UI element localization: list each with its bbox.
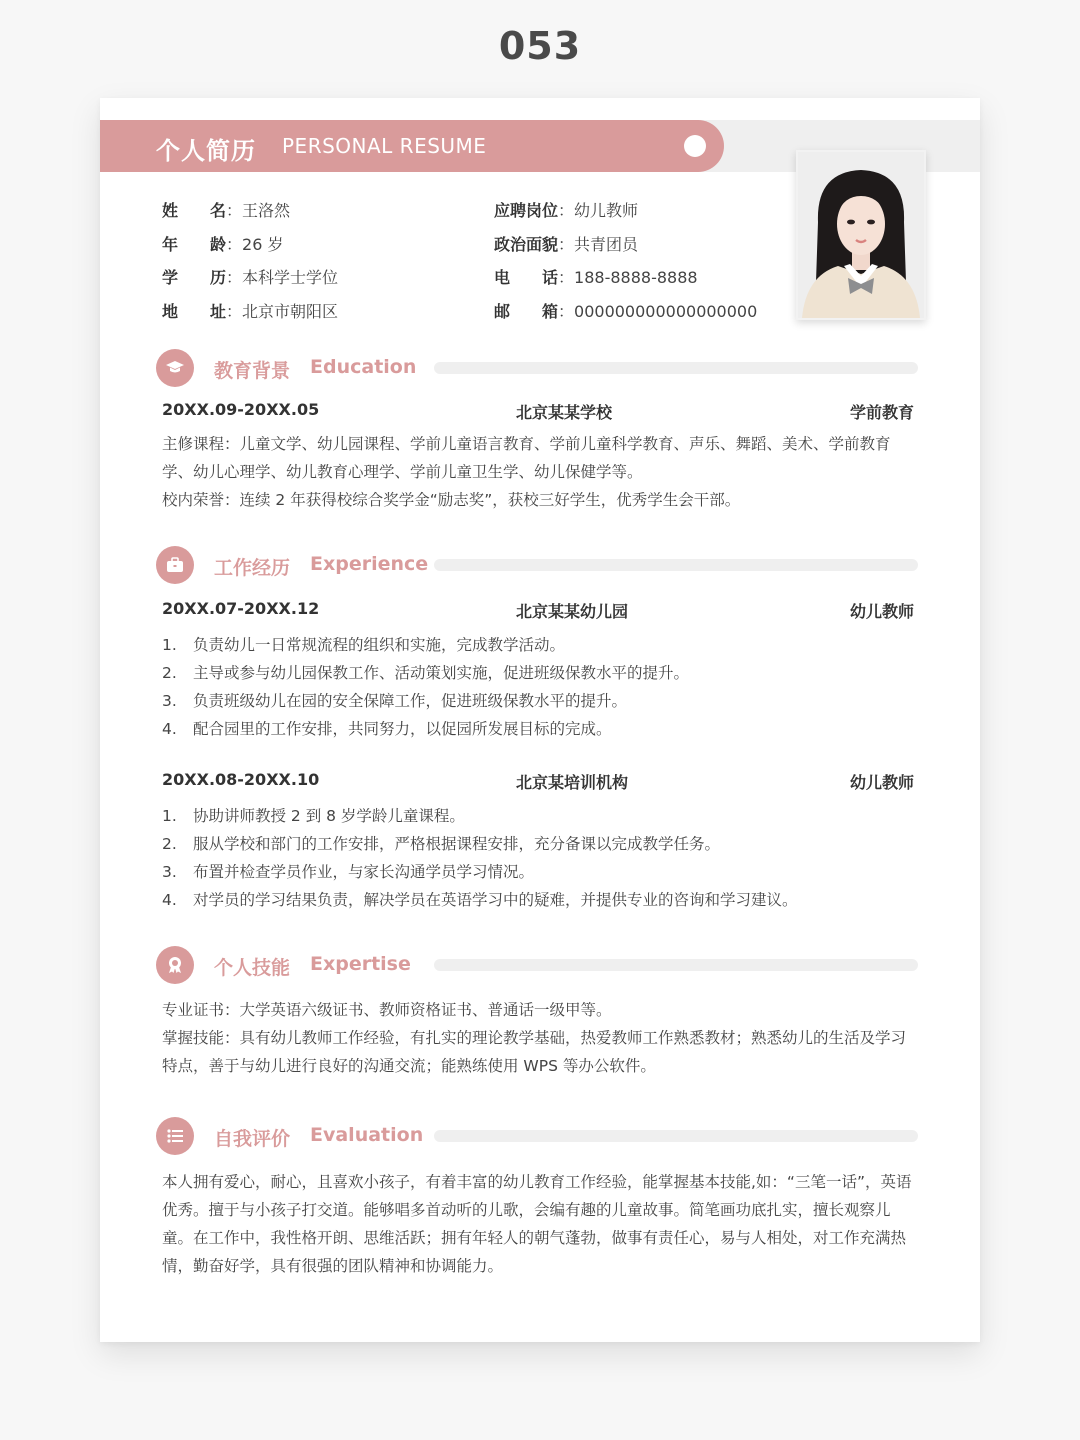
education-major: 学前教育 [849,403,914,422]
job-header-row [162,770,914,792]
info-position: 应聘岗位：幼儿教师 [494,198,638,221]
info-value: 000000000000000000 [574,302,758,321]
info-degree: 学 历：本科学士学位 [162,265,338,288]
info-label: 学 历 [162,268,227,287]
education-title: 教育背景 [214,360,291,382]
info-label: 邮 箱 [494,302,559,321]
education-honors: 校内荣誉：连续 2 年获得校综合奖学金“励志奖”，获校三好学生，优秀学生会干部。 [162,491,741,509]
list-icon [156,1117,194,1155]
job-role: 幼儿教师 [849,602,914,621]
section-divider [434,559,918,571]
info-value: 北京市朝阳区 [242,302,339,321]
skills-title-en: Expertise [310,953,411,975]
info-label: 年 龄 [162,235,227,254]
info-age: 年 龄：26 岁 [162,232,283,255]
education-school: 北京某某学校 [516,403,613,422]
info-label: 姓 名 [162,201,227,220]
skills-certificates: 专业证书：大学英语六级证书、教师资格证书、普通话一级甲等。 [162,1001,612,1019]
education-period: 20XX.09-20XX.05 [162,400,320,419]
resume-title: 个人简历 [156,137,256,165]
info-email: 邮 箱：000000000000000000 [494,299,757,322]
info-value: 共青团员 [574,235,639,254]
evaluation-title-en: Evaluation [310,1124,424,1146]
briefcase-icon [156,546,194,584]
resume-subtitle: PERSONAL RESUME [282,134,487,158]
profile-photo [796,150,926,320]
section-divider [434,1130,918,1142]
job-org: 北京某培训机构 [516,773,629,792]
info-phone: 电 话：188-8888-8888 [494,265,698,288]
graduation-cap-icon [156,349,194,387]
info-value: 幼儿教师 [574,201,639,220]
list-item: 2. 主导或参与幼儿园保教工作、活动策划实施，促进班级保教水平的提升。 [162,664,690,682]
job-role: 幼儿教师 [849,773,914,792]
evaluation-title: 自我评价 [214,1128,291,1150]
info-value: 188-8888-8888 [574,268,698,287]
skills-title: 个人技能 [214,957,291,979]
job-org: 北京某某幼儿园 [516,602,629,621]
info-address: 地 址：北京市朝阳区 [162,299,338,322]
evaluation-text: 本人拥有爱心，耐心，且喜欢小孩子，有着丰富的幼儿教育工作经验，能掌握基本技能,如：“三笔一话”，英语优秀。擅于与小孩子打交道。能够唱多首动听的儿歌，会编有趣的儿童故事。简笔画功底扎实，擅长观察儿童。在工作中，我性格开朗、思维活跃；拥有年轻人的朝气蓬勃，做事有责任心，易与人相处，对工作充满热情，勤奋好学，具有很强的团队精神和协调能力。 [162,1173,912,1275]
list-item: 3. 负责班级幼儿在园的安全保障工作，促进班级保教水平的提升。 [162,692,628,710]
info-label: 政治面貌 [494,235,559,254]
list-item: 1. 协助讲师教授 2 到 8 岁学龄儿童课程。 [162,807,465,825]
section-divider [434,362,918,374]
info-value: 王洛然 [242,201,291,220]
list-item: 1. 负责幼儿一日常规流程的组织和实施，完成教学活动。 [162,636,566,654]
header-dot-icon [684,135,706,157]
info-label: 电 话 [494,268,559,287]
education-header-row [162,400,914,422]
award-icon [156,946,194,984]
list-item: 4. 配合园里的工作安排，共同努力，以促园所发展目标的完成。 [162,720,612,738]
info-label: 应聘岗位 [494,201,559,220]
experience-title: 工作经历 [214,557,291,579]
info-value: 26 岁 [242,235,284,254]
info-value: 本科学士学位 [242,268,339,287]
info-label: 地 址 [162,302,227,321]
skills-abilities: 掌握技能：具有幼儿教师工作经验，有扎实的理论教学基础，热爱教师工作熟悉教材；熟悉幼儿的生活及学习特点，善于与幼儿进行良好的沟通交流；能熟练使用 WPS 等办公软件。 [162,1029,907,1075]
experience-title-en: Experience [310,553,429,575]
resume-paper [100,98,980,1342]
list-item: 2. 服从学校和部门的工作安排，严格根据课程安排，充分备课以完成教学任务。 [162,835,721,853]
page-number: 053 [498,24,582,68]
list-item: 3. 布置并检查学员作业，与家长沟通学员学习情况。 [162,863,535,881]
education-title-en: Education [310,356,417,378]
list-item: 4. 对学员的学习结果负责，解决学员在英语学习中的疑难，并提供专业的咨询和学习建议。 [162,891,798,909]
info-political: 政治面貌：共青团员 [494,232,638,255]
info-name: 姓 名：王洛然 [162,198,290,221]
portrait-image [798,152,924,318]
education-courses: 主修课程：儿童文学、幼儿园课程、学前儿童语言教育、学前儿童科学教育、声乐、舞蹈、美术、学前教育学、幼儿心理学、幼儿教育心理学、学前儿童卫生学、幼儿保健学等。 [162,435,891,481]
job-period: 20XX.08-20XX.10 [162,770,320,789]
job-header-row [162,599,914,621]
job-period: 20XX.07-20XX.12 [162,599,320,618]
section-divider [434,959,918,971]
